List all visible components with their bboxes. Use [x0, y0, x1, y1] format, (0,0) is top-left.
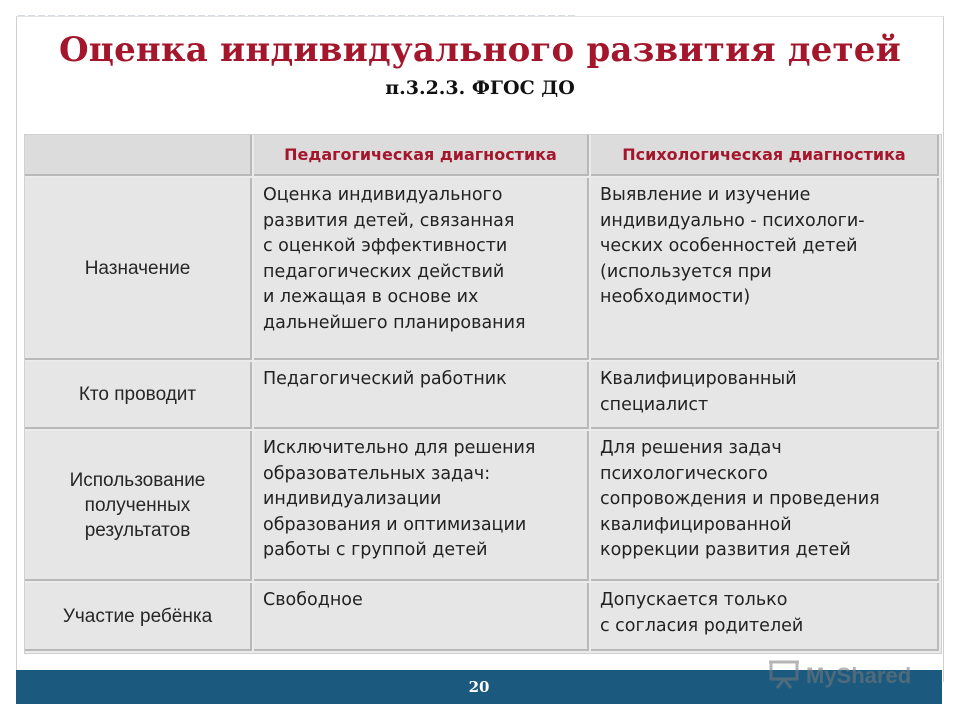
table-cell-pedagogical: Оценка индивидуального развития детей, связанная с оценкой эффективности педагогических действий и лежащая в основе их дальнейшего планирования [254, 178, 589, 360]
table-cell-pedagogical: Свободное [254, 583, 589, 651]
table-cell-pedagogical: Исключительно для решения образовательных задач: индивидуализации образования и оптимизации работы с группой детей [254, 431, 589, 581]
table-header-pedagogical: Педагогическая диагностика [254, 135, 589, 176]
comparison-table [24, 134, 942, 654]
table-cell-psychological: Допускается только с согласия родителей [591, 583, 939, 651]
row-label: Кто проводит [25, 362, 252, 429]
slide-subtitle: п.3.2.3. ФГОС ДО [385, 77, 575, 99]
slide-title: Оценка индивидуального развития детей [58, 30, 902, 70]
watermark-logo [768, 656, 911, 696]
table-cell-psychological: Для решения задач психологического сопровождения и проведения квалифицированной коррекции развития детей [591, 431, 939, 581]
table-header-empty [25, 135, 252, 176]
row-label: Использование полученных результатов [25, 431, 252, 581]
table-cell-psychological: Выявление и изучение индивидуально - психологи- ческих особенностей детей (используется при необходимости) [591, 178, 939, 360]
table-header-psychological: Психологическая диагностика [591, 135, 939, 176]
page-number: 20 [468, 678, 490, 696]
watermark-text: MyShared [806, 663, 912, 688]
table-cell-psychological: Квалифицированный специалист [591, 362, 939, 429]
row-label: Назначение [25, 178, 252, 360]
presentation-board-icon [768, 659, 800, 693]
table-cell-pedagogical: Педагогический работник [254, 362, 589, 429]
row-label: Участие ребёнка [25, 583, 252, 651]
